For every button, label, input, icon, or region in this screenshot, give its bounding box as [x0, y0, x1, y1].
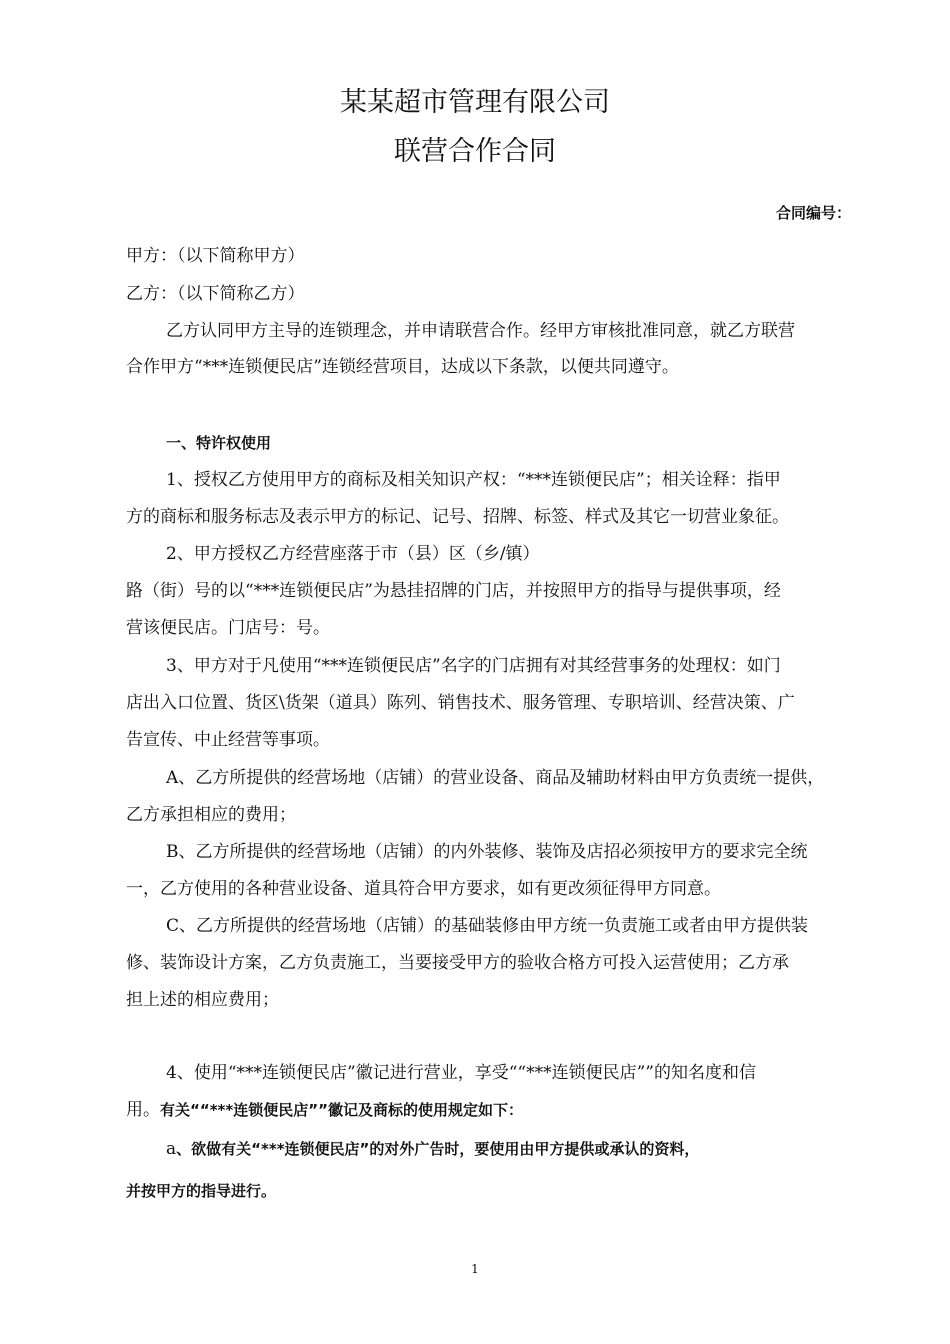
- intro-line: 合作甲方“***连锁便民店”连锁经营项目，达成以下条款，以便共同遵守。: [126, 357, 679, 377]
- clause-line: 1、授权乙方使用甲方的商标及相关知识产权：“***连锁便民店”；相关诠释：指甲: [166, 470, 781, 490]
- clause-line: A、乙方所提供的经营场地（店铺）的营业设备、商品及辅助材料由甲方负责统一提供，: [166, 768, 825, 788]
- clause-marker: a: [166, 1139, 177, 1159]
- intro-line: 乙方认同甲方主导的连锁理念，并申请联营合作。经甲方审核批准同意，就乙方联营: [166, 321, 795, 341]
- clause-line: [166, 1139, 699, 1159]
- clause-line: [126, 1100, 523, 1120]
- page-number: 1: [471, 1262, 479, 1276]
- clause-text: 用。: [126, 1100, 160, 1120]
- clause-line: 担上述的相应费用；: [126, 990, 279, 1010]
- clause-line: 3、甲方对于凡使用“***连锁便民店”名字的门店拥有对其经营事务的处理权：如门: [166, 656, 781, 676]
- clause-line: 并按甲方的指导进行。: [126, 1182, 277, 1200]
- clause-line: B、乙方所提供的经营场地（店铺）的内外装修、装饰及店招必须按甲方的要求完全统: [166, 842, 808, 862]
- clause-line: 路（街）号的以“***连锁便民店”为悬挂招牌的门店，并按照甲方的指导与提供事项，经: [126, 581, 781, 601]
- section-heading: 一、特许权使用: [166, 434, 272, 452]
- title-company: 某某超市管理有限公司: [340, 87, 610, 118]
- clause-line: 乙方承担相应的费用；: [126, 805, 296, 825]
- clause-line: 店出入口位置、货区\货架（道具）陈列、销售技术、服务管理、专职培训、经营决策、广: [126, 693, 795, 713]
- clause-line: 4、使用“***连锁便民店”徽记进行营业，享受““***连锁便民店””的知名度和信: [166, 1063, 756, 1083]
- clause-line: 修、装饰设计方案，乙方负责施工，当要接受甲方的验收合格方可投入运营使用；乙方承: [126, 953, 789, 973]
- party-b: 乙方：（以下简称乙方）: [126, 284, 305, 304]
- contract-number-label: 合同编号：: [776, 204, 852, 222]
- clause-line: C、乙方所提供的经营场地（店铺）的基础装修由甲方统一负责施工或者由甲方提供装: [166, 916, 809, 936]
- clause-text-bold: 、欲做有关“***连锁便民店”的对外广告时，要使用由甲方提供或承认的资料，: [176, 1140, 700, 1158]
- title-contract: 联营合作合同: [394, 136, 556, 167]
- clause-text-bold: 有关““***连锁便民店””徽记及商标的使用规定如下：: [160, 1101, 523, 1119]
- clause-line: 方的商标和服务标志及表示甲方的标记、记号、招牌、标签、样式及其它一切营业象征。: [126, 507, 789, 527]
- clause-line: 营该便民店。门店号：号。: [126, 618, 330, 638]
- clause-line: 告宣传、中止经营等事项。: [126, 730, 330, 750]
- party-a: 甲方：（以下简称甲方）: [126, 246, 305, 266]
- clause-line: 一，乙方使用的各种营业设备、道具符合甲方要求，如有更改须征得甲方同意。: [126, 879, 721, 899]
- clause-line: 2、甲方授权乙方经营座落于市（县）区（乡/镇）: [166, 544, 540, 564]
